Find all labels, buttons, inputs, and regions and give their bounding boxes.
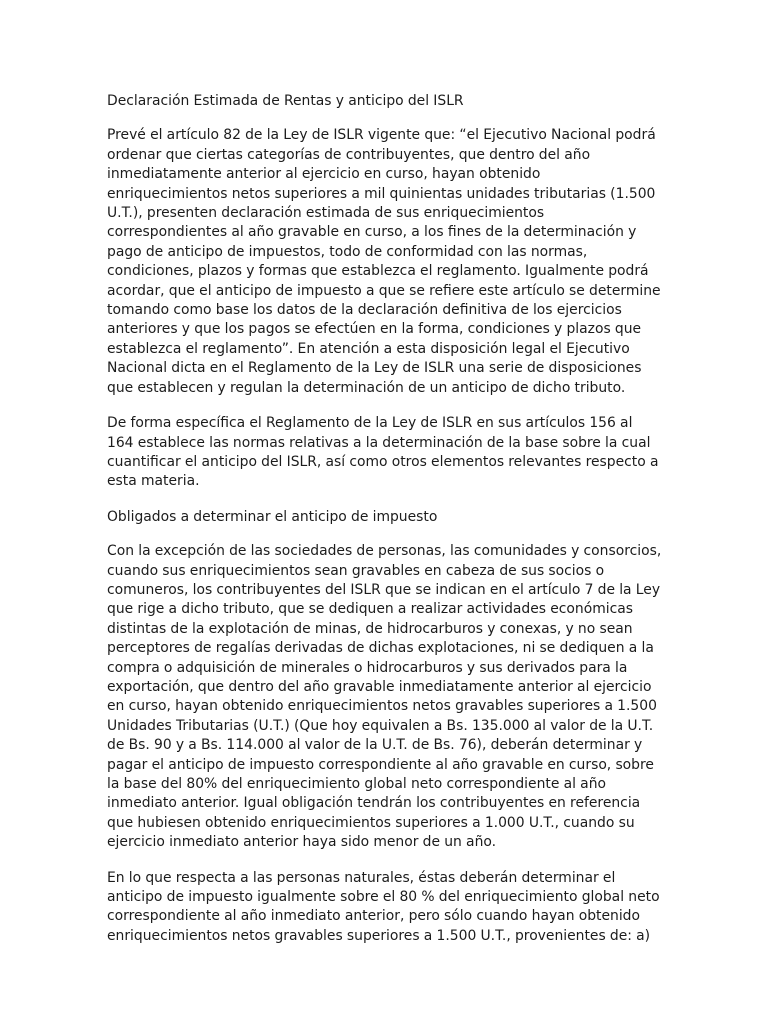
paragraph-reglamento: De forma específica el Reglamento de la Ley de ISLR en sus artículos 156 al 164 establece las normas relativas a la determinación de la base sobre la cual cuantificar el anticipo del ISLR, así como otros elementos relevantes respecto a esta materia.	[107, 415, 659, 490]
section-heading: Obligados a determinar el anticipo de impuesto	[107, 508, 438, 525]
paragraph-personas-naturales: En lo que respecta a las personas naturales, éstas deberán determinar el anticipo de impuesto igualmente sobre el 80 % del enriquecimiento global neto correspondiente al año inmediato anterior, pero sólo cuando hayan obtenido enriquecimientos netos gravables superiores a 1.500 U.T., provenientes de: a)	[107, 869, 660, 944]
document-page	[107, 92, 663, 962]
document-title: Declaración Estimada de Rentas y anticipo del ISLR	[107, 93, 464, 109]
paragraph-article-82: Prevé el artículo 82 de la Ley de ISLR vigente que: “el Ejecutivo Nacional podrá ordenar que ciertas categorías de contribuyentes, que dentro del año inmediatamente anterior al ejercicio en curso, hayan obtenido enriquecimientos netos superiores a mil quinientas unidades tributarias (1.500 U.T.), presenten declaración estimada de sus enriquecimientos correspondientes al año gravable en curso, a los fines de la determinación y pago de anticipo de impuestos, todo de conformidad con las normas, condiciones, plazos y formas que establezca el reglamento. Igualmente podrá acordar, que el anticipo de impuesto a que se refiere este artículo se determine tomando como base los datos de la declaración definitiva de los ejercicios anteriores y que los pagos se efectúen en la forma, condiciones y plazos que establezca el reglamento”. En atención a esta disposición legal el Ejecutivo Nacional dicta en el Reglamento de la Ley de ISLR una serie de disposiciones que establecen y regulan la determinación de un anticipo de dicho tributo.	[107, 127, 661, 396]
paragraph-obligados: Con la excepción de las sociedades de personas, las comunidades y consorcios, cuando sus enriquecimientos sean gravables en cabeza de sus socios o comuneros, los contribuyentes del ISLR que se indican en el artículo 7 de la Ley que rige a dicho tributo, que se dediquen a realizar actividades económicas distintas de la explotación de minas, de hidrocarburos y conexas, y no sean perceptores de regalías derivadas de dichas explotaciones, ni se dediquen a la compra o adquisición de minerales o hidrocarburos y sus derivados para la exportación, que dentro del año gravable inmediatamente anterior al ejercicio en curso, hayan obtenido enriquecimientos netos gravables superiores a 1.500 Unidades Tributarias (U.T.) (Que hoy equivalen a Bs. 135.000 al valor de la U.T. de Bs. 90 y a Bs. 114.000 al valor de la U.T. de Bs. 76), deberán determinar y pagar el anticipo de impuesto correspondiente al año gravable en curso, sobre la base del 80% del enriquecimiento global neto correspondiente al año inmediato anterior. Igual obligación tendrán los contribuyentes en referencia que hubiesen obtenido enriquecimientos superiores a 1.000 U.T., cuando su ejercicio inmediato anterior haya sido menor de un año.	[107, 543, 662, 851]
